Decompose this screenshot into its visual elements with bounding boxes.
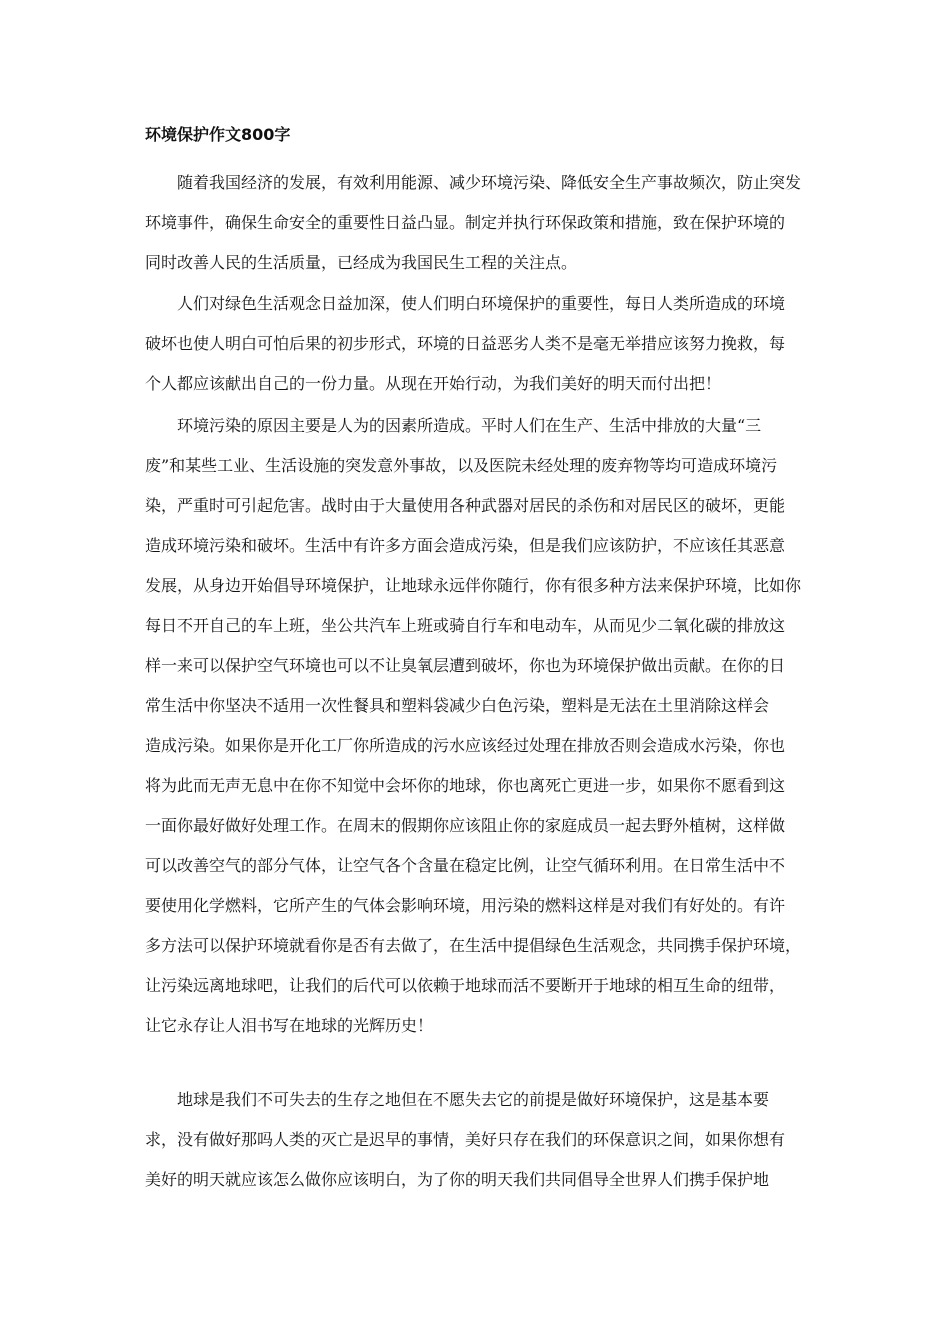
text-line: 每日不开自己的车上班，坐公共汽车上班或骑自行车和电动车，从而见少二氧化碳的排放这 [145,616,786,635]
text-line: 环境污染的原因主要是人为的因素所造成。平时人们在生产、生活中排放的大量“三 [177,416,762,435]
text-line: 染，严重时可引起危害。战时由于大量使用各种武器对居民的杀伤和对居民区的破坏，更能 [145,496,786,515]
text-line: 一面你最好做好处理工作。在周末的假期你应该阻止你的家庭成员一起去野外植树，这样做 [145,816,786,835]
paragraph-3 [145,406,815,1046]
text-line: 让它永存让人泪书写在地球的光辉历史！ [145,1016,434,1035]
text-line: 让污染远离地球吧，让我们的后代可以依赖于地球而活不要断开于地球的相互生命的纽带， [145,976,786,995]
text-line: 多方法可以保护环境就看你是否有去做了，在生活中提倡绿色生活观念，共同携手保护环境， [145,936,802,955]
document-page [145,0,815,1344]
text-line: 将为此而无声无息中在你不知觉中会坏你的地球，你也离死亡更进一步，如果你不愿看到这 [145,776,786,795]
text-line: 可以改善空气的部分气体，让空气各个含量在稳定比例，让空气循环利用。在日常生活中不 [145,856,786,875]
text-line: 人们对绿色生活观念日益加深，使人们明白环境保护的重要性，每日人类所造成的环境 [177,294,786,313]
paragraph-2 [145,284,815,404]
text-line: 求，没有做好那吗人类的灭亡是迟早的事情，美好只存在我们的环保意识之间，如果你想有 [145,1130,786,1149]
text-line: 破坏也使人明白可怕后果的初步形式，环境的日益恶劣人类不是毫无举措应该努力挽救，每 [145,334,786,353]
text-line: 要使用化学燃料，它所产生的气体会影响环境，用污染的燃料这样是对我们有好处的。有许 [145,896,786,915]
document-title: 环境保护作文800字 [145,125,291,144]
text-line: 同时改善人民的生活质量，已经成为我国民生工程的关注点。 [145,253,578,272]
text-line: 造成环境污染和破坏。生活中有许多方面会造成污染，但是我们应该防护，不应该任其恶意 [145,536,786,555]
paragraph-1 [145,163,815,283]
text-line: 地球是我们不可失去的生存之地但在不愿失去它的前提是做好环境保护，这是基本要 [177,1090,770,1109]
paragraph-4 [145,1080,815,1200]
text-line: 发展，从身边开始倡导环境保护，让地球永远伴你随行，你有很多种方法来保护环境，比如你 [145,576,802,595]
text-line: 环境事件，确保生命安全的重要性日益凸显。制定并执行环保政策和措施，致在保护环境的 [145,213,786,232]
text-line: 个人都应该献出自己的一份力量。从现在开始行动，为我们美好的明天而付出把！ [145,374,722,393]
text-line: 废”和某些工业、生活设施的突发意外事故，以及医院未经处理的废弃物等均可造成环境污 [145,456,778,475]
text-line: 常生活中你坚决不适用一次性餐具和塑料袋减少白色污染，塑料是无法在土里消除这样会 [145,696,770,715]
text-line: 随着我国经济的发展，有效利用能源、减少环境污染、降低安全生产事故频次，防止突发 [177,173,802,192]
text-line: 造成污染。如果你是开化工厂你所造成的污水应该经过处理在排放否则会造成水污染，你也 [145,736,786,755]
text-line: 美好的明天就应该怎么做你应该明白，为了你的明天我们共同倡导全世界人们携手保护地 [145,1170,770,1189]
text-line: 样一来可以保护空气环境也可以不让臭氧层遭到破坏，你也为环境保护做出贡献。在你的日 [145,656,786,675]
